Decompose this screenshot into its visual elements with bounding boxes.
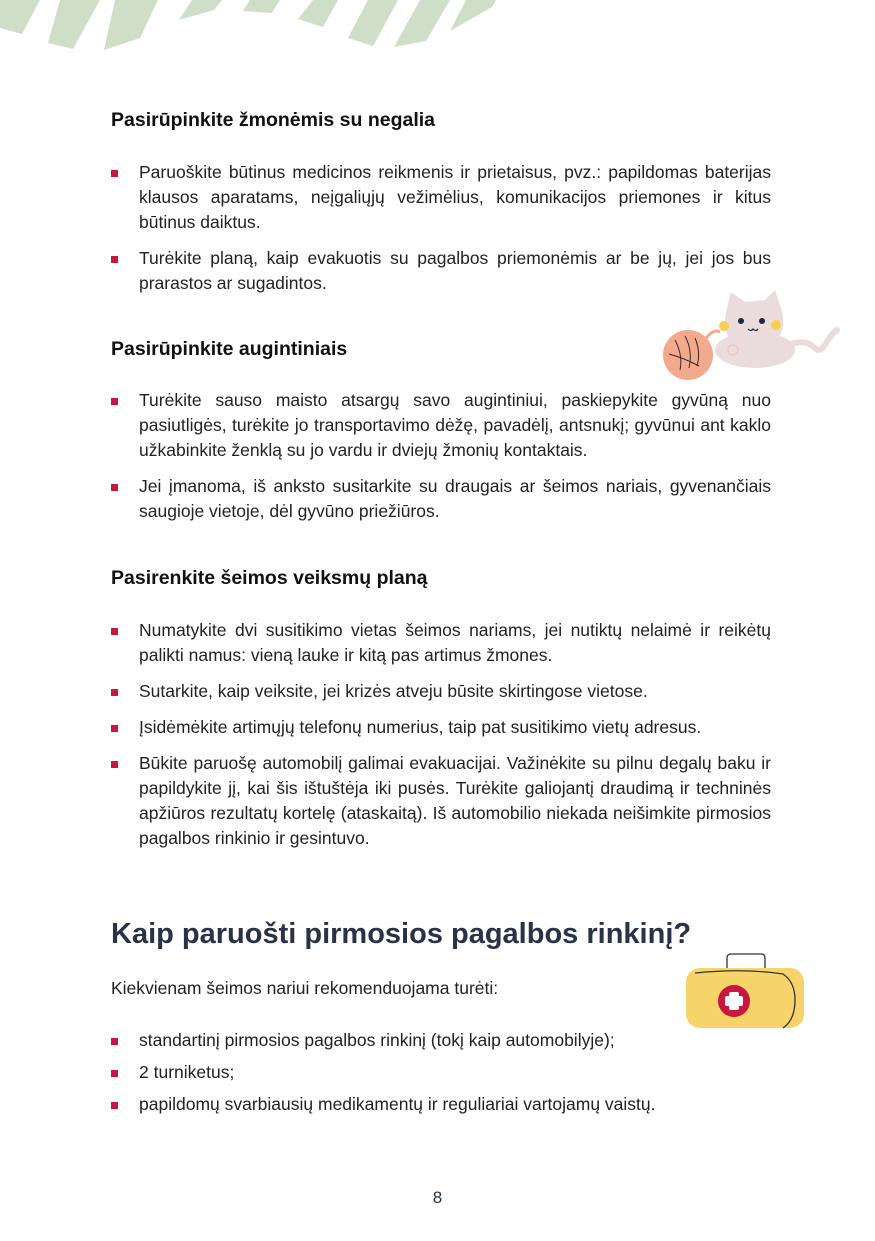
- section-heading-pets: Pasirūpinkite augintiniais: [111, 338, 348, 360]
- list-item: Sutarkite, kaip veiksite, jei krizės atveju būsite skirtingose vietose.: [111, 679, 771, 704]
- bullet-list-disability: [111, 160, 771, 296]
- section-heading-family-plan: Pasirenkite šeimos veiksmų planą: [111, 567, 428, 589]
- list-item: Jei įmanoma, iš anksto susitarkite su draugais ar šeimos nariais, gyvenančiais saugioje vietoje, dėl gyvūno priežiūros.: [111, 474, 771, 524]
- list-item: Turėkite planą, kaip evakuotis su pagalbos priemonėmis ar be jų, jei jos bus prarastos ar sugadintos.: [111, 246, 771, 296]
- bullet-icon: [111, 628, 118, 635]
- first-aid-heading: Kaip paruošti pirmosios pagalbos rinkinį?: [111, 918, 692, 950]
- list-item: Numatykite dvi susitikimo vietas šeimos nariams, jei nutiktų nelaimė ir reikėtų palikti namus: vieną lauke ir kitą pas artimus žmones.: [111, 618, 771, 668]
- bullet-icon: [111, 689, 118, 696]
- list-item: Paruoškite būtinus medicinos reikmenis ir prietaisus, pvz.: papildomas baterijas klausos aparatams, neįgaliųjų vežimėlius, komunikacijos priemones ir kitus būtinus daiktus.: [111, 160, 771, 235]
- bullet-icon: [111, 256, 118, 263]
- bullet-icon: [111, 725, 118, 732]
- decorative-stripes: [0, 0, 520, 60]
- list-item: Būkite paruošę automobilį galimai evakuacijai. Važinėkite su pilnu degalų baku ir papildykite jį, kai šis ištuštėja iki pusės. Turėkite galiojantį draudimą ir techninės apžiūros rezultatų kortelę (ataskaitą). Iš automobilio niekada neišimkite pirmosios pagalbos rinkinio ir gesintuvo.: [111, 751, 771, 851]
- bullet-icon: [111, 170, 118, 177]
- first-aid-intro: Kiekvienam šeimos nariui rekomenduojama turėti:: [111, 978, 499, 998]
- list-item: Turėkite sauso maisto atsargų savo augintiniui, paskiepykite gyvūną nuo pasiutligės, turėkite jo transportavimo dėžę, pavadėlį, antsnukį; gyvūnui ant kaklo užkabinkite ženklą su jo vardu ir dviejų žmonių kontaktais.: [111, 388, 771, 463]
- bullet-icon: [111, 398, 118, 405]
- bullet-icon: [111, 1038, 118, 1045]
- bullet-list-pets: [111, 388, 771, 524]
- first-aid-kit-illustration: [683, 952, 808, 1032]
- list-item: standartinį pirmosios pagalbos rinkinį (tokį kaip automobilyje);: [111, 1028, 771, 1053]
- bullet-icon: [111, 1070, 118, 1077]
- cat-with-yarn-illustration: [655, 288, 845, 388]
- bullet-list-family-plan: [111, 618, 771, 851]
- list-item: Įsidėmėkite artimųjų telefonų numerius, taip pat susitikimo vietų adresus.: [111, 715, 771, 740]
- list-item: papildomų svarbiausių medikamentų ir reguliariai vartojamų vaistų.: [111, 1092, 771, 1117]
- bullet-list-first-aid: [111, 1028, 771, 1117]
- list-item: 2 turniketus;: [111, 1060, 771, 1085]
- bullet-icon: [111, 761, 118, 768]
- bullet-icon: [111, 484, 118, 491]
- section-heading-disability: Pasirūpinkite žmonėmis su negalia: [111, 109, 436, 131]
- bullet-icon: [111, 1102, 118, 1109]
- page-number: 8: [432, 1188, 443, 1207]
